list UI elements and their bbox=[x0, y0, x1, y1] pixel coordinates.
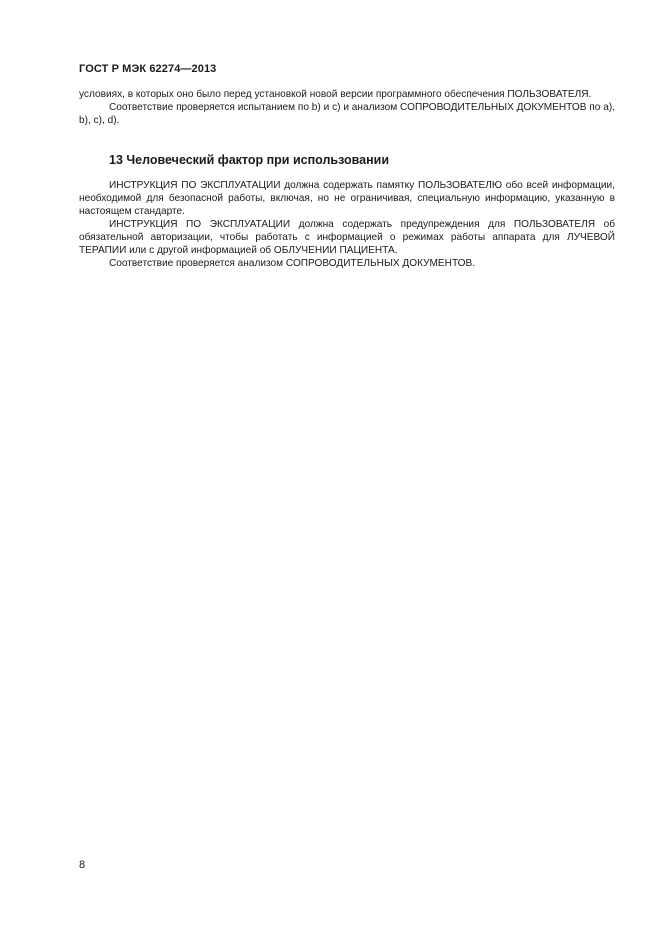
continued-text-block bbox=[79, 88, 615, 127]
page-number: 8 bbox=[79, 859, 86, 871]
continued-paragraph: условиях, в которых оно было перед установкой новой версии программного обеспечения ПОЛЬЗОВАТЕЛЯ. bbox=[79, 89, 592, 100]
compliance-paragraph: Соответствие проверяется испытанием по b) и c) и анализом СОПРОВОДИТЕЛЬНЫХ ДОКУМЕНТОВ по a), b), c), d). bbox=[79, 102, 615, 126]
section-paragraph-1: ИНСТРУКЦИЯ ПО ЭКСПЛУАТАЦИИ должна содержать памятку ПОЛЬЗОВАТЕЛЮ обо всей информации, необходимой для безопасной работы, включая, но не ограничивая, специальную информацию, указанную в настоящем стандарте. bbox=[79, 180, 615, 217]
section-title: 13 Человеческий фактор при использовании bbox=[109, 153, 390, 167]
section-paragraph-2: ИНСТРУКЦИЯ ПО ЭКСПЛУАТАЦИИ должна содержать предупреждения для ПОЛЬЗОВАТЕЛЯ об обязательной авторизации, чтобы работать с информацией о режимах работы аппарата для ЛУЧЕВОЙ ТЕРАПИИ или с другой информацией об ОБЛУЧЕНИИ ПАЦИЕНТА. bbox=[79, 219, 615, 256]
standard-header: ГОСТ Р МЭК 62274—2013 bbox=[79, 63, 217, 75]
section-text-block bbox=[79, 179, 615, 270]
section-paragraph-3: Соответствие проверяется анализом СОПРОВОДИТЕЛЬНЫХ ДОКУМЕНТОВ. bbox=[109, 258, 476, 269]
